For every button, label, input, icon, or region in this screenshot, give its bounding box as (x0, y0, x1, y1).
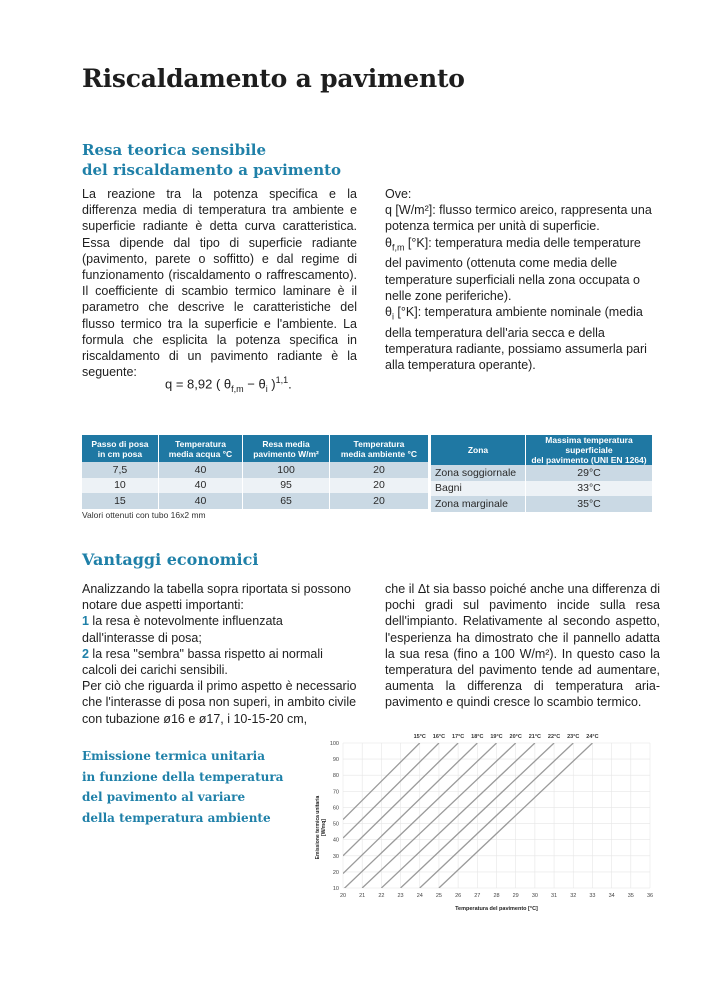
point-1 (82, 613, 357, 645)
intro-paragraph (82, 186, 357, 380)
header-max-temp: Massima temperatura superficiale del pavimento (UNI EN 1264) (526, 435, 653, 465)
point-2 (82, 646, 357, 678)
series-label: 24°C (586, 734, 599, 740)
table-row (82, 462, 428, 478)
y-tick-label: 20 (332, 869, 339, 876)
series-label: 16°C (432, 734, 446, 740)
header-resa: Resa media pavimento W/m² (243, 435, 330, 462)
cell: Zona soggiornale (431, 465, 526, 481)
vantaggi-paragraph-right: che il Δt sia basso poiché anche una differenza di pochi gradi sul pavimento incide sulla resa dell'impianto. Relativamente al secondo aspetto, l'esperienza ha dimostrato che il pannello adatta la sua resa (fino a 100 W/m²). In questo caso la temperatura del pavimento tende ad aumentare, aumenta la differenza di temperatura aria-pavimento e quindi cresce lo scambio termico. (385, 582, 660, 710)
y-tick-label: 30 (332, 853, 339, 860)
point-text: la resa è notevolmente influenzata dall'interasse di posa; (82, 614, 283, 645)
point-number: 1 (82, 614, 89, 629)
x-tick-label: 21 (359, 893, 366, 899)
definitions-block (385, 186, 660, 373)
intro-text: La reazione tra la potenza specifica e la differenza media di temperatura tra ambiente e superficie radiante è detta curva caratteristica. Essa dipende dal tipo di superficie radiante (pavimento, parete o soffitto) e dal regime di funzionamento (riscaldamento o raffrescamento). Il coefficiente di scambio termico laminare è il parametro che descrive le caratteristiche del flusso termico tra la superficie e l'ambiente. La formula che esplicita la potenza specifica in riscaldamento di un pavimento radiante è la seguente: (82, 187, 357, 380)
definition-theta-i (385, 304, 660, 373)
heading-line-2: del riscaldamento a pavimento (82, 161, 342, 179)
point-number: 2 (82, 646, 89, 661)
section-heading-resa (82, 140, 341, 180)
table-row (431, 496, 652, 512)
section-heading-vantaggi: Vantaggi economici (82, 550, 259, 569)
series-label: 18°C (471, 734, 484, 740)
formula-subscript: i (265, 383, 268, 394)
y-tick-label: 50 (332, 821, 339, 828)
header-temp-ambiente: Temperatura media ambiente °C (329, 435, 428, 462)
table-note: Valori ottenuti con tubo 16x2 mm (82, 510, 206, 520)
definition-text: [°K]: temperatura ambiente nominale (media della temperatura dell'aria secca e della temperatura radiante, possiamo assumerla pari alla temperatura operante). (385, 304, 647, 373)
formula-part: q = 8,92 ( θ (165, 376, 232, 392)
table-resa (82, 435, 428, 509)
y-tick-label: 60 (332, 805, 339, 812)
cell: 40 (158, 478, 242, 494)
x-tick-label: 27 (474, 893, 481, 899)
table-zone (431, 435, 652, 512)
table-row (431, 481, 652, 497)
y-axis-label: Emissione termica unitaria[W/mq] (315, 795, 327, 860)
vantaggi-right-text (385, 581, 660, 711)
formula-subscript: f,m (231, 383, 244, 394)
cell: 7,5 (82, 462, 158, 478)
caption-line: in funzione della temperatura (82, 769, 284, 784)
chart-caption (82, 746, 283, 828)
formula-part: ) (267, 376, 276, 392)
series-label: 15°C (413, 734, 426, 740)
theta-symbol: θ (385, 304, 392, 319)
cell: 35°C (526, 496, 653, 512)
table-header-row (82, 435, 428, 462)
definition-q: q [W/m²]: flusso termico areico, rappresenta una potenza termica per unità di superficie. (385, 203, 652, 234)
x-tick-label: 32 (570, 893, 577, 899)
cell: 33°C (526, 481, 653, 497)
x-tick-label: 33 (589, 893, 596, 899)
cell: 95 (243, 478, 330, 494)
x-tick-label: 31 (551, 893, 558, 899)
series-label: 23°C (567, 734, 580, 740)
cell: 20 (329, 493, 428, 509)
cell: 20 (329, 478, 428, 494)
vantaggi-left-text (82, 581, 357, 727)
formula (165, 375, 292, 394)
y-tick-label: 40 (332, 837, 339, 844)
theta-subscript: f,m (391, 242, 405, 253)
caption-line: della temperatura ambiente (82, 810, 271, 825)
x-tick-label: 25 (435, 893, 442, 899)
table-row (431, 465, 652, 481)
x-tick-label: 34 (608, 893, 615, 899)
caption-line: Emissione termica unitaria (82, 749, 266, 763)
x-axis-label: Temperatura del pavimento [°C] (455, 906, 538, 912)
series-label: 22°C (547, 734, 561, 740)
cell: 20 (329, 462, 428, 478)
cell: 40 (158, 462, 242, 478)
x-tick-label: 35 (627, 893, 634, 899)
table-header-row (431, 435, 652, 465)
theta-subscript: i (391, 311, 394, 322)
formula-exponent: 1,1 (275, 375, 289, 385)
table-row (82, 478, 428, 494)
cell: Bagni (431, 481, 526, 497)
y-tick-label: 10 (332, 886, 339, 892)
x-tick-label: 29 (512, 893, 519, 899)
series-label: 17°C (451, 734, 465, 740)
cell: Zona marginale (431, 496, 526, 512)
header-zona: Zona (431, 435, 526, 465)
x-tick-label: 23 (397, 893, 404, 899)
vantaggi-closing-left: Per ciò che riguarda il primo aspetto è necessario che l'interasse di posa non superi, in ambito civile con tubazione ø16 e ø17, i 10-15-20 cm, (82, 679, 357, 726)
vantaggi-intro: Analizzando la tabella sopra riportata si possono notare due aspetti importanti: (82, 582, 351, 613)
emission-chart (300, 728, 670, 918)
series-line (343, 743, 477, 874)
cell: 15 (82, 493, 158, 509)
series-label: 20°C (509, 734, 522, 740)
x-tick-label: 28 (493, 893, 500, 899)
x-tick-label: 24 (416, 893, 423, 899)
header-temp-acqua: Temperatura media acqua °C (158, 435, 242, 462)
header-passo: Passo di posa in cm posa (82, 435, 158, 462)
series-label: 21°C (528, 734, 542, 740)
definitions-intro: Ove: (385, 187, 412, 201)
definition-text: [°K]: temperatura media delle temperature del pavimento (ottenuta come media delle temperature superficiali nella zona occupata o nelle zone periferiche). (385, 235, 641, 303)
formula-part: − θ (243, 376, 266, 392)
y-tick-label: 90 (332, 757, 339, 764)
x-tick-label: 20 (339, 893, 347, 899)
caption-line: del pavimento al variare (82, 790, 246, 804)
formula-part: . (288, 376, 292, 392)
page-title: Riscaldamento a pavimento (82, 64, 465, 93)
chart-svg (300, 728, 670, 918)
theta-symbol: θ (385, 235, 392, 250)
y-tick-label: 80 (332, 773, 339, 780)
point-text: la resa "sembra" bassa rispetto ai normali calcoli dei carichi sensibili. (82, 646, 323, 678)
x-tick-label: 36 (646, 893, 654, 899)
cell: 29°C (526, 465, 653, 481)
heading-line-1: Resa teorica sensibile (82, 141, 267, 159)
x-tick-label: 30 (531, 893, 538, 899)
definition-theta-fm (385, 235, 660, 304)
y-tick-label: 70 (332, 789, 339, 796)
cell: 10 (82, 478, 158, 494)
cell: 100 (243, 462, 330, 478)
series-label: 19°C (490, 734, 503, 740)
y-tick-label: 100 (329, 741, 339, 747)
table-row (82, 493, 428, 509)
cell: 65 (243, 493, 330, 509)
cell: 40 (158, 493, 242, 509)
x-tick-label: 26 (455, 893, 462, 899)
x-tick-label: 22 (378, 893, 385, 899)
